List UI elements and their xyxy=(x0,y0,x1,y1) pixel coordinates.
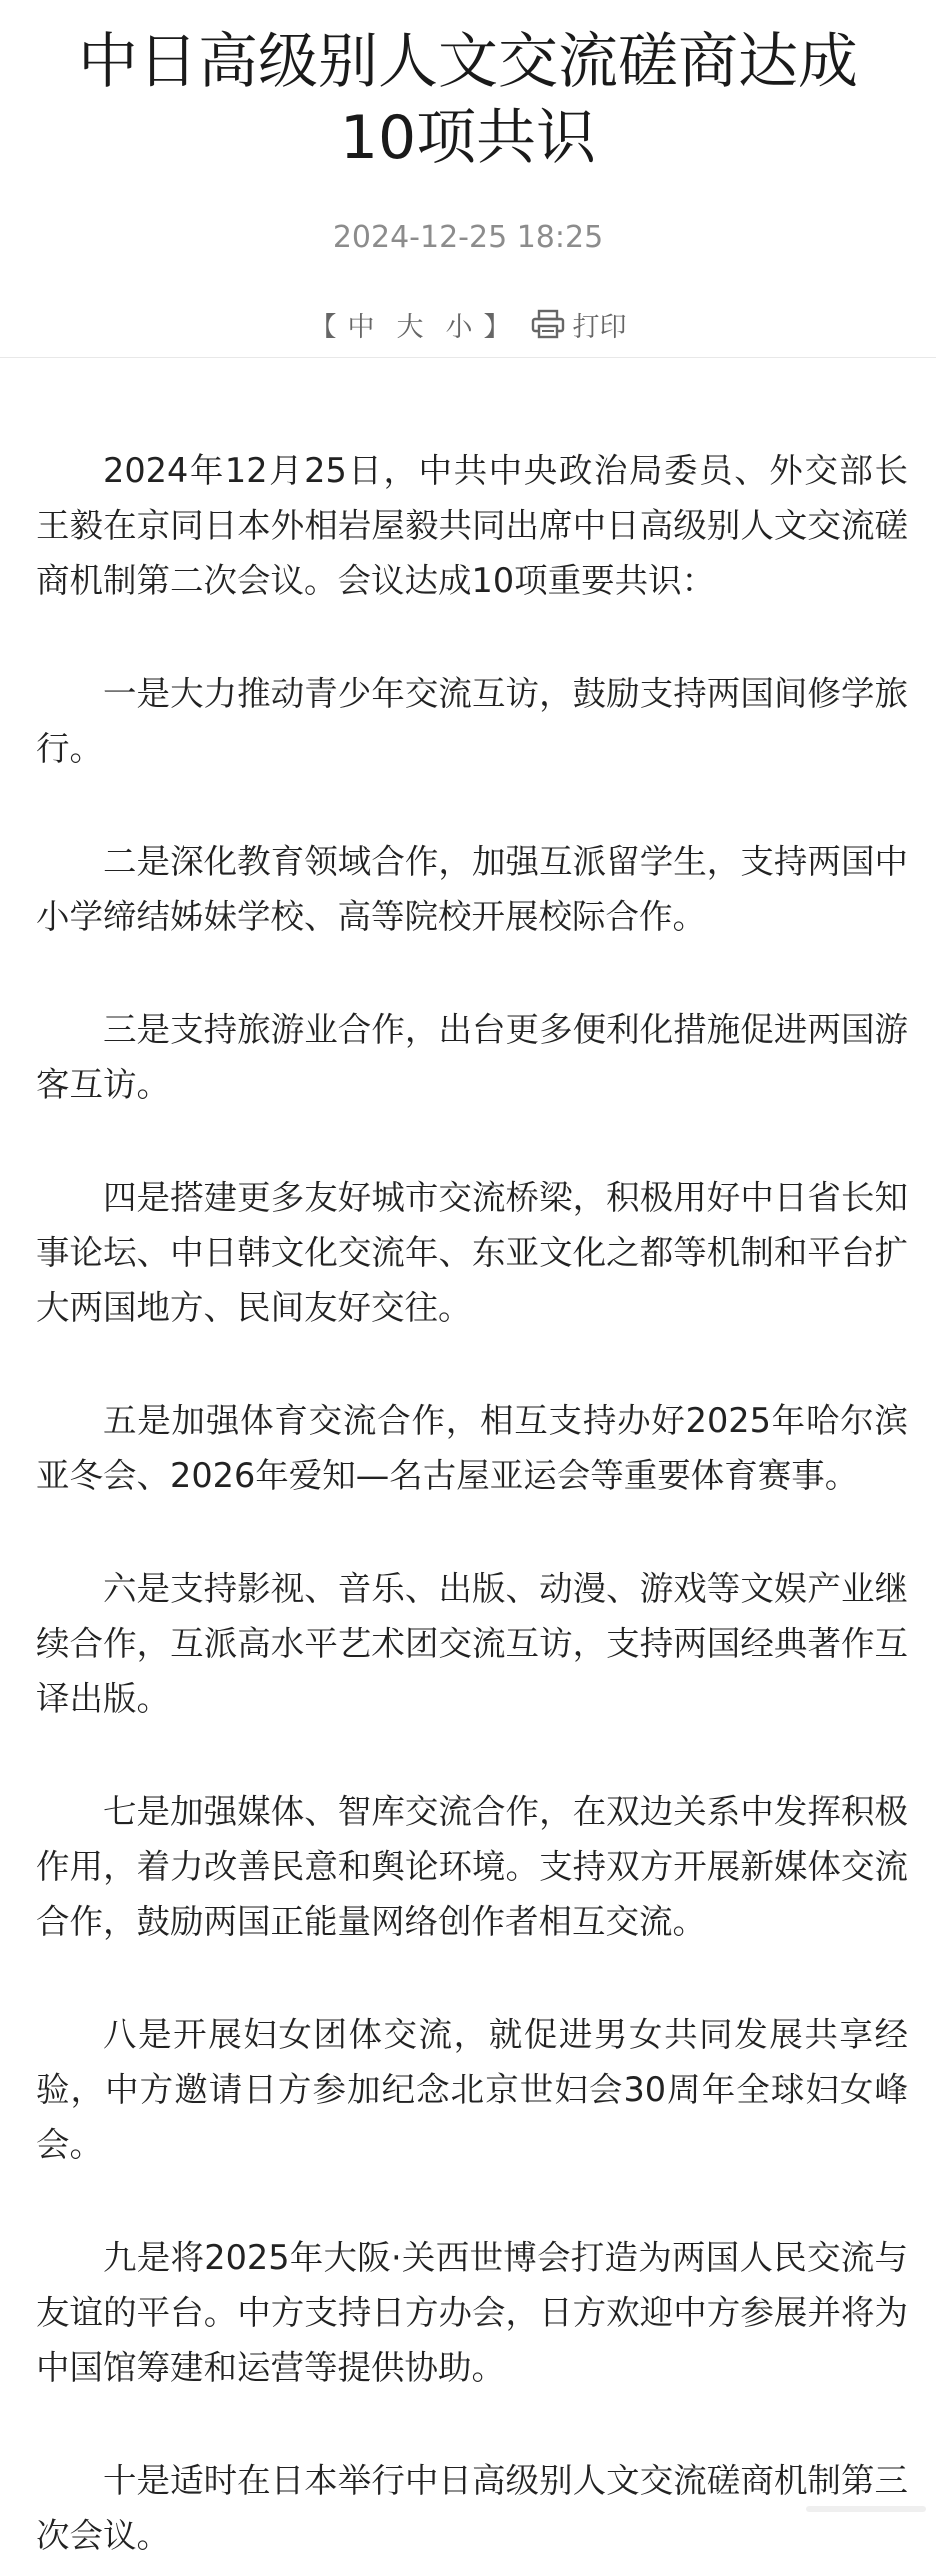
paragraph-consensus-1: 一是大力推动青少年交流互访，鼓励支持两国间修学旅行。 xyxy=(36,674,908,768)
font-size-small-button[interactable]: 小 xyxy=(445,311,473,343)
font-size-medium-button[interactable]: 大 xyxy=(396,311,424,343)
header-divider xyxy=(0,357,936,358)
font-size-open-bracket: 【 xyxy=(309,311,337,343)
print-label: 打印 xyxy=(572,311,627,343)
printer-icon xyxy=(531,309,565,339)
font-size-large-button[interactable]: 中 xyxy=(347,311,375,343)
paragraph-consensus-10: 十是适时在日本举行中日高级别人文交流磋商机制第三次会议。 xyxy=(36,2461,908,2555)
font-size-close-bracket: 】 xyxy=(483,311,511,343)
watermark-mark xyxy=(806,2500,926,2512)
paragraph-consensus-6: 六是支持影视、音乐、出版、动漫、游戏等文娱产业继续合作，互派高水平艺术团交流互访，支持两国经典著作互译出版。 xyxy=(36,1569,908,1718)
publish-date: 2024-12-25 18:25 xyxy=(332,220,604,255)
article-title: 中日高级别人文交流磋商达成10项共识 xyxy=(78,27,858,173)
paragraph-consensus-8: 八是开展妇女团体交流，就促进男女共同发展共享经验，中方邀请日方参加纪念北京世妇会30周年全球妇女峰会。 xyxy=(36,2015,908,2164)
paragraph-consensus-2: 二是深化教育领域合作，加强互派留学生，支持两国中小学缔结姊妹学校、高等院校开展校际合作。 xyxy=(36,842,908,936)
paragraph-intro: 2024年12月25日，中共中央政治局委员、外交部长王毅在京同日本外相岩屋毅共同出席中日高级别人文交流磋商机制第二次会议。会议达成10项重要共识： xyxy=(36,451,908,600)
paragraph-consensus-3: 三是支持旅游业合作，出台更多便利化措施促进两国游客互访。 xyxy=(36,1010,908,1104)
article-toolbar xyxy=(0,304,936,344)
paragraph-consensus-4: 四是搭建更多友好城市交流桥梁，积极用好中日省长知事论坛、中日韩文化交流年、东亚文化之都等机制和平台扩大两国地方、民间友好交往。 xyxy=(36,1178,908,1327)
font-size-selector xyxy=(310,305,511,344)
article-body xyxy=(36,443,908,2563)
article-header xyxy=(0,0,936,358)
print-button[interactable] xyxy=(531,305,627,344)
paragraph-consensus-5: 五是加强体育交流合作，相互支持办好2025年哈尔滨亚冬会、2026年爱知—名古屋亚运会等重要体育赛事。 xyxy=(36,1401,908,1495)
paragraph-consensus-7: 七是加强媒体、智库交流合作，在双边关系中发挥积极作用，着力改善民意和舆论环境。支持双方开展新媒体交流合作，鼓励两国正能量网络创作者相互交流。 xyxy=(36,1792,908,1941)
paragraph-consensus-9: 九是将2025年大阪·关西世博会打造为两国人民交流与友谊的平台。中方支持日方办会，日方欢迎中方参展并将为中国馆筹建和运营等提供协助。 xyxy=(36,2238,908,2387)
